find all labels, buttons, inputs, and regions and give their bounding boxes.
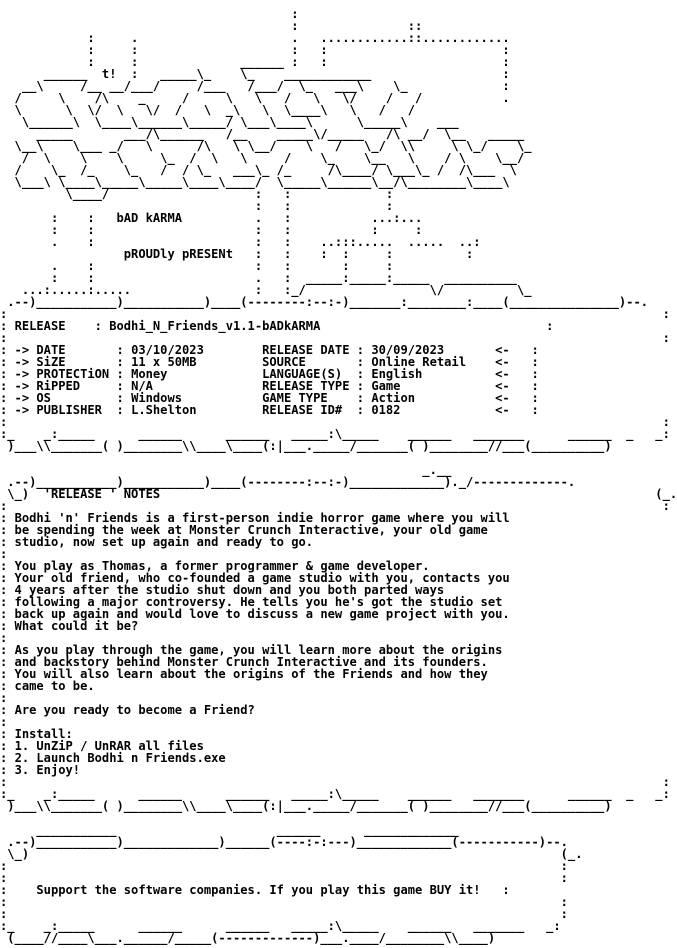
date-label: DATE [36,343,66,357]
size-label: SiZE [36,355,66,369]
ripped-value: N/A [131,379,153,393]
install-step-1: 1. UnZiP / UnRAR all files [14,739,204,753]
install-step-3: 3. Enjoy! [14,763,81,777]
release-type-label: RELEASE TYPE [262,379,350,393]
source-label: SOURCE [262,355,306,369]
notes-paragraph-4: Are you ready to become a Friend? [14,703,255,717]
release-date-label: RELEASE DATE [262,343,350,357]
release-date-value: 30/09/2023 [371,343,445,357]
protection-value: Money [131,367,168,381]
release-info-box: .--)___________)___________)____(--------:--:-)_______:________:____(_______________)--. : : : RELEASE : Bodhi_N_Friends_v1.1-bADkARMA : : : : -> DATE : 03/10/2023 RELEASE DATE : 30/09/2023 <- : : -> SiZE : 11 x 50MB SOURCE : Online Retail <- : : -> PROTECTiON : Money LANGUAGE(S) : English <- : : -> RiPPED : N/A RELEASE TYPE : Game <- : : -> OS : Windows GAME TYPE : Action <- : : -> PUBLISHER : L.Shelton RELEASE ID# : 0182 <- : : : :_ _:_____ ______ ______ _____:\_____ ______ _______ ______ _ _: )___\\_______( )________\\____\____(:|___._____/_______( )________//___(__________) [0,295,670,453]
release-label: RELEASE [14,319,66,333]
footer-message: Support the software companies. If you play this game BUY it! [36,883,481,897]
release-id-label: RELEASE ID# [262,403,343,417]
size-value: 11 x 50MB [131,355,197,369]
release-id-value: 0182 [371,403,401,417]
logo-ascii-art: : : :: : . . ............::............ : : : : : : : ______ : : : ______ t! : _____\_ \_ ____________ : __\ /__ __/___/ /___ /___/ \_ ___\ \_ : / \ /\ _ / \ \ / \ \/ / / . \ \ \/ \ \/ / \ _\ \ \____\ \ / / \______\ \____\______\_____/ \___\____\ \_____\ ___ _____ ___/\______ /__ _____\/_____ /\ __/ \__ _____ \__\ \___ _/ \ /\ \ \__/ \ / \_/ \\ \ \_/ \_ / \ \ \ \_ / \ \ / \_ \__ \ / \ \__/ / \_ /_ \_ / / \_ ___\_ /_ /\____/ \___\_ / /\___ \ \___\ \____\_____\_____\____\____/ \_____\______\__/\________\____\ \____/ : : : : : : : : bAD kARMA . : ...:... : : : : : : . : : : ..:::..... ..... ..: pROUDly pRESENt : : : : : : . : : : : : : : . : _____:_____:_____ __________ ...:.....:..... : :_/ \/ \_ [14,7,532,297]
publisher-value: L.Shelton [131,403,197,417]
language-label: LANGUAGE(S) [262,367,343,381]
nfo-document [0,8,677,944]
date-value: 03/10/2023 [131,343,204,357]
os-value: Windows [131,391,183,405]
os-label: OS [36,391,51,405]
release-name-value: Bodhi_N_Friends_v1.1-bADkARMA [109,319,321,333]
notes-paragraph-3: As you play through the game, you will learn more about the origins : and backstory behind Monster Crunch Interactive and its founders. : You will also learn about the origins of the Friends and how they : came to be. [0,643,503,693]
source-value: Online Retail [371,355,466,369]
install-step-2: 2. Launch Bodhi n Friends.exe [14,751,226,765]
language-value: English [371,367,423,381]
game-type-label: GAME TYPE [262,391,328,405]
publisher-label: PUBLISHER [36,403,102,417]
release-type-value: Game [371,379,401,393]
protection-label: PROTECTiON [36,367,110,381]
footer-box: ___________ ______ _____________ .--)___________)_____________)______(----:-:---)_____________(-----------)--. \_) (_. : : : : : Support the software companies. If you play this game BUY it! : : : : : :_ _:_____ ______ ______ _____:\_____ ______ _______ _: (____//____\___.______/_____(-------------)___.____/________\\____) [0,823,583,945]
release-notes-box: _.__ .--)___________)___________)____(--------:--:-)_____________)._/-------------. \_) 'RELEASE ' NOTES (_. : : : Bodhi 'n' Friends is a first-person indie horror game where you will : be spending the week at Monster Crunch Interactive, your old game : studio, now set up again and ready to go. : : You play as Thomas, a former programmer & game developer. : Your old friend, who co-founded a game studio with you, contacts you : 4 years after the studio shut down and you both parted ways : following a major controversy. He tells you he's got the studio set : back up again and would love to discuss a new game project with you. : What could it be? : : As you play through the game, you will learn more about the origins : and backstory behind Monster Crunch Interactive and its founders. : You will also learn about the origins of the Friends and how they : came to be. : : Are you ready to become a Friend? : : Install: : 1. UnZiP / UnRAR all files : 2. Launch Bodhi n Friends.exe : 3. Enjoy! : : :_ _:_____ ______ ______ _____:\_____ ______ _______ ______ _ _: )___\\_______( )________\\____\____(:|___._____/_______( )________//___(__________) [0,463,677,813]
ripped-label: RiPPED [36,379,81,393]
notes-paragraph-1: Bodhi 'n' Friends is a first-person indie horror game where you will : be spending the week at Monster Crunch Interactive, your old game : studio, now set up again and ready to go. [0,511,510,549]
install-heading: Install: [14,727,73,741]
release-notes-heading: 'RELEASE ' NOTES [43,487,161,501]
notes-paragraph-2: You play as Thomas, a former programmer & game developer. : Your old friend, who co-founded a game studio with you, contacts you : 4 years after the studio shut down and you both parted ways : following a major controversy. He tells you he's got the studio set : back up again and would love to discuss a new game project with you. : What could it be? [0,559,510,633]
game-type-value: Action [371,391,416,405]
